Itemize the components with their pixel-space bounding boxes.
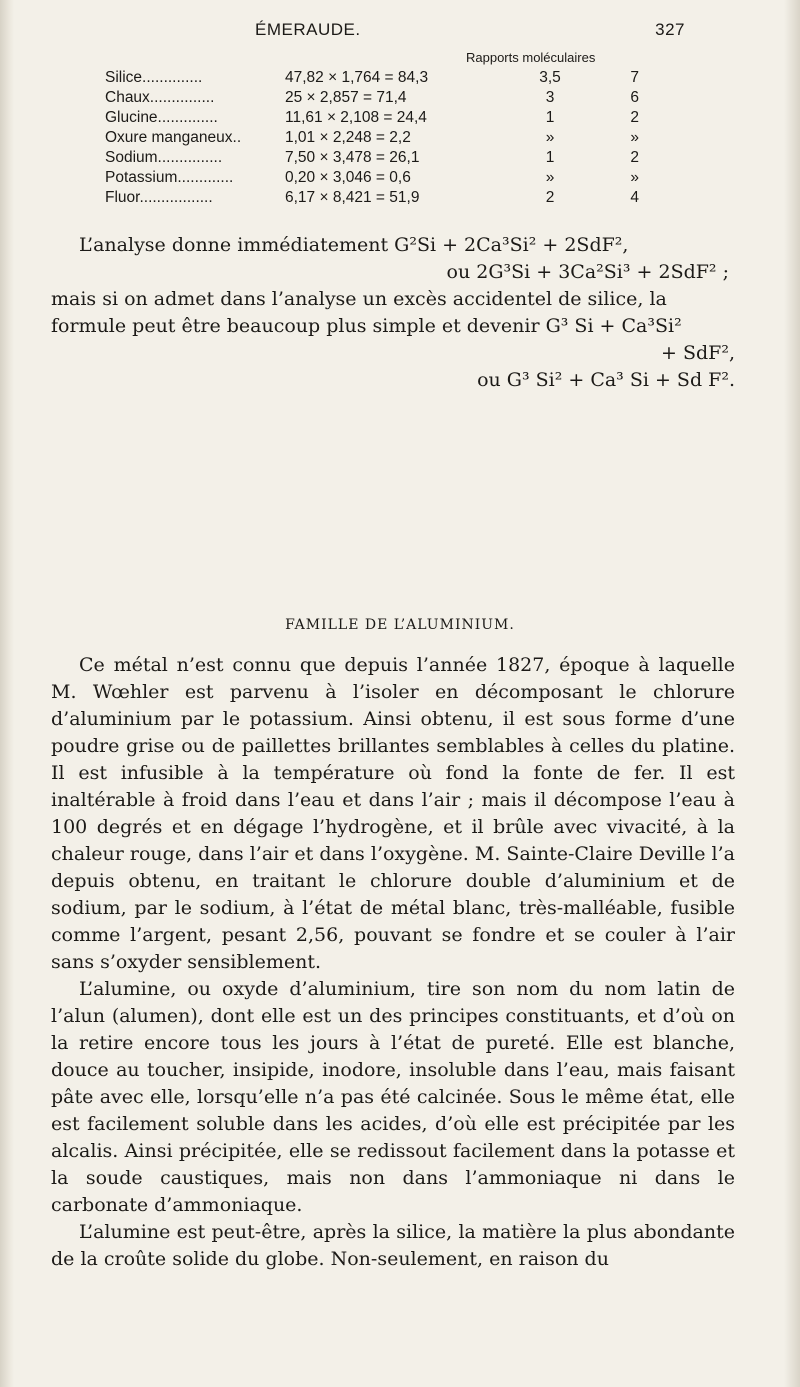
table-row — [105, 128, 639, 148]
element-name: Fluor................. — [105, 189, 213, 206]
analysis-formula: ou 2G³Si + 3Ca²Si³ + 2SdF² ; — [446, 261, 729, 283]
ratio-1: » — [545, 129, 555, 146]
ratio-2: 2 — [630, 149, 639, 166]
element-name: Silice.............. — [105, 69, 203, 86]
ratio-1: 3,5 — [539, 69, 561, 86]
analysis-block — [51, 232, 735, 394]
table-row — [105, 188, 639, 208]
page-number: 327 — [655, 20, 685, 39]
table-row — [105, 108, 639, 128]
composition-table — [105, 68, 639, 208]
calculation: 11,61 × 2,108 = 24,4 — [285, 109, 427, 126]
page-edge-shadow — [784, 0, 800, 1387]
section-title: FAMILLE DE L’ALUMINIUM. — [285, 617, 515, 633]
running-head-title: ÉMERAUDE. — [255, 20, 361, 39]
table-row — [105, 168, 639, 188]
calculation: 6,17 × 8,421 = 51,9 — [285, 189, 420, 206]
ratio-1: 1 — [545, 109, 555, 126]
analysis-line: L’analyse donne immédiatement G²Si + 2Ca³Si² + 2SdF², — [79, 234, 629, 256]
analysis-formula: + SdF², — [661, 342, 735, 364]
table-row — [105, 68, 639, 88]
paragraph: L’alumine est peut-être, après la silice, la matière la plus abondante de la croûte solide du globe. Non-seulement, en raison du — [51, 1221, 735, 1270]
element-name: Glucine.............. — [105, 109, 218, 126]
ratio-2: 4 — [630, 189, 639, 206]
ratio-1: » — [545, 169, 555, 186]
ratio-2: 7 — [630, 69, 639, 86]
table-row — [105, 148, 639, 168]
ratio-column-header: Rapports moléculaires — [466, 50, 596, 65]
element-name: Chaux............... — [105, 89, 215, 106]
ratio-1: 2 — [545, 189, 555, 206]
calculation: 47,82 × 1,764 = 84,3 — [285, 69, 429, 86]
element-name: Oxure manganeux.. — [105, 129, 242, 146]
ratio-2: 2 — [630, 109, 639, 126]
ratio-2: 6 — [630, 89, 639, 106]
element-name: Potassium............. — [105, 169, 234, 186]
calculation: 0,20 × 3,046 = 0,6 — [285, 169, 411, 186]
calculation: 1,01 × 2,248 = 2,2 — [285, 129, 411, 146]
ratio-1: 1 — [545, 149, 555, 166]
analysis-line: formule peut être beaucoup plus simple et devenir G³ Si + Ca³Si² — [51, 315, 682, 337]
ratio-1: 3 — [545, 89, 555, 106]
calculation: 7,50 × 3,478 = 26,1 — [285, 149, 420, 166]
calculation: 25 × 2,857 = 71,4 — [285, 89, 407, 106]
table-row — [105, 88, 639, 108]
paragraph: Ce métal n’est connu que depuis l’année 1827, époque à laquelle M. Wœhler est parvenu à l’isoler en décomposant le chlorure d’aluminium par le potassium. Ainsi obtenu, il est sous forme d’une poudre grise ou de paillettes brillantes semblables à celles du platine. Il est infusible à la température où fond la fonte de fer. Il est inaltérable à froid dans l’eau et dans l’air ; mais il décompose l’eau à 100 degrés et en dégage l’hydrogène, et il brûle avec vivacité, à la chaleur rouge, dans l’air et dans l’oxygène. M. Sainte-Claire Deville l’a depuis obtenu, en traitant le chlorure double d’aluminium et de sodium, par le sodium, à l’état de métal blanc, très-malléable, fusible comme l’argent, pesant 2,56, pouvant se fondre et se couler à l’air sans s’oxyder sensiblement. — [51, 654, 735, 973]
ratio-2: » — [630, 129, 639, 146]
ratio-2: » — [630, 169, 639, 186]
section-body — [51, 652, 735, 1273]
page-gutter-shadow — [0, 0, 14, 1387]
analysis-formula: ou G³ Si² + Ca³ Si + Sd F². — [477, 369, 735, 391]
analysis-line: mais si on admet dans l’analyse un excès accidentel de silice, la — [51, 288, 667, 310]
paragraph: L’alumine, ou oxyde d’aluminium, tire son nom du nom latin de l’alun (alumen), dont elle est un des principes constituants, et d’où on la retire encore tous les jours à l’état de pureté. Elle est blanche, douce au toucher, insipide, inodore, insoluble dans l’eau, mais faisant pâte avec elle, lorsqu’elle n’a pas été calcinée. Sous le même état, elle est facilement soluble dans les acides, d’où elle est précipitée par les alcalis. Ainsi précipitée, elle se redissout facilement dans la potasse et la soude caustiques, mais non dans l’ammoniaque ni dans le carbonate d’ammoniaque. — [51, 978, 735, 1216]
element-name: Sodium............... — [105, 149, 223, 166]
